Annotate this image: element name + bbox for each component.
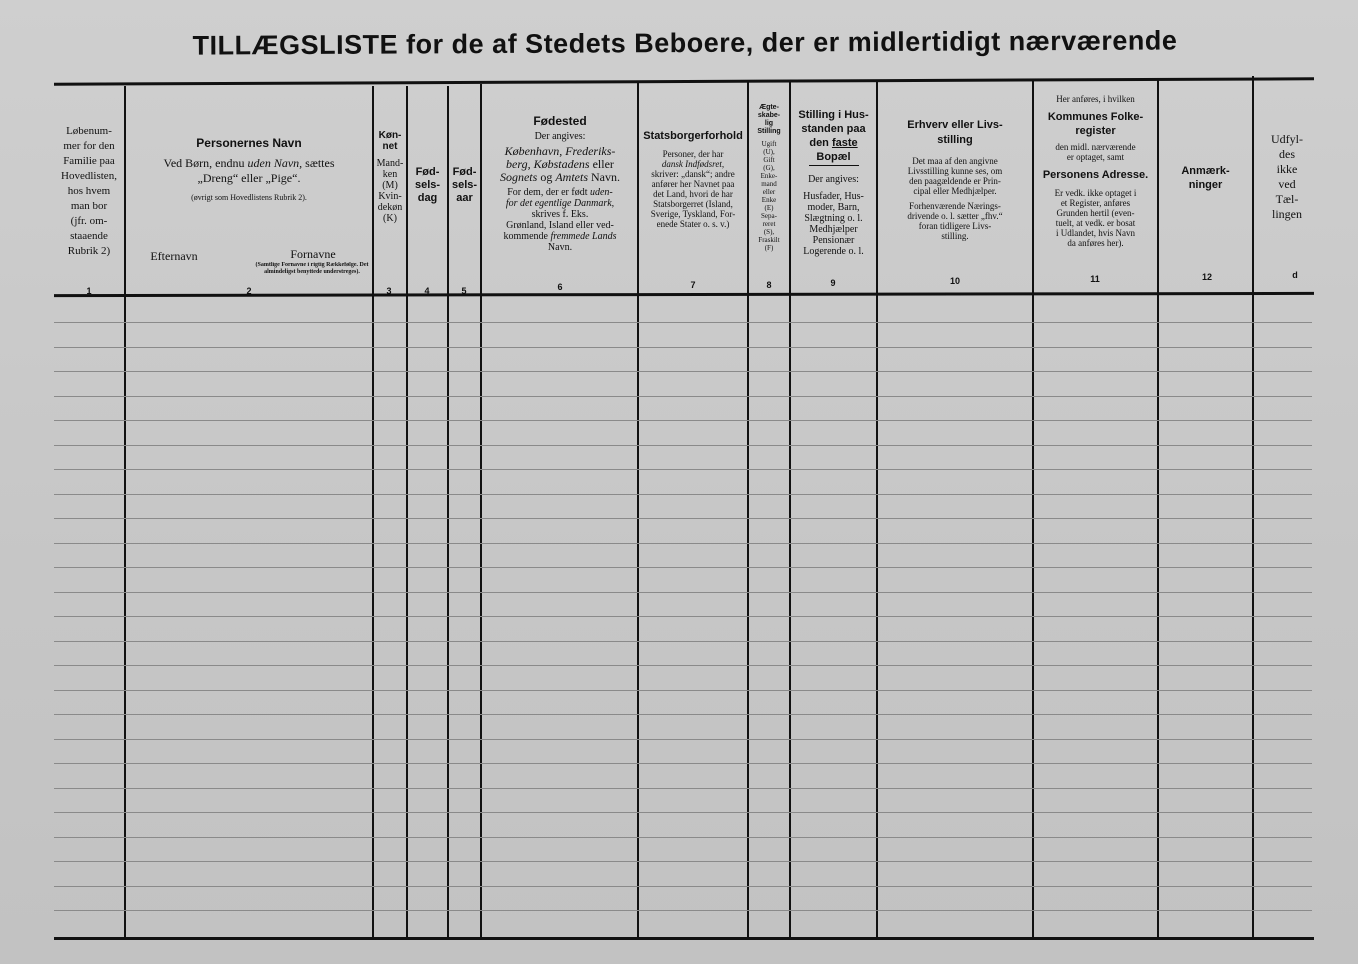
form-title: TILLÆGSLISTE for de af Stedets Beboere, der er midlertidigt nærværende <box>192 25 1178 61</box>
col-divider-11 <box>1157 78 1159 938</box>
col3-line: Mand- <box>376 158 404 169</box>
col9-sub: Der angives: <box>808 174 859 185</box>
col5-line: Fød- <box>452 166 477 178</box>
col4-line: sels- <box>414 179 441 191</box>
col6-it2b: eller <box>592 157 614 171</box>
col10-line: cipal eller Medhjælper. <box>913 186 997 196</box>
col9-heading2: Bopæl <box>816 151 851 163</box>
col8-line: (F) <box>764 244 774 252</box>
col9-heading: Stilling i Hus- <box>798 109 869 121</box>
col6-p2c: for det egentlige Danmark, <box>505 198 615 209</box>
entry-row-line <box>54 641 1312 642</box>
col12-header <box>1159 164 1252 192</box>
entry-row-line <box>54 518 1312 519</box>
entry-row-line <box>54 739 1312 740</box>
col10-line: den paagældende er Prin- <box>909 176 1001 186</box>
col3-line: (K) <box>383 213 397 224</box>
entry-row-line <box>54 616 1312 617</box>
col11-line: tuelt, at vedk. er bosat <box>1055 218 1136 228</box>
col12-heading: ninger <box>1188 179 1223 191</box>
col1-line: Løbenum- <box>66 125 112 137</box>
col8-line: Fraskilt <box>758 236 780 244</box>
entry-row-line <box>54 543 1312 544</box>
col10-line: Forhenværende Nærings- <box>909 201 1001 211</box>
col6-it3c: Amtets <box>555 170 588 184</box>
col7-heading: Statsborgerforhold <box>643 130 743 142</box>
col10-line: stilling. <box>941 231 969 241</box>
col9-line: Pensionær <box>812 235 855 246</box>
col2-heading: Personernes Navn <box>196 136 302 150</box>
col1-line: Rubrik 2) <box>67 245 111 257</box>
col3-line: dekøn <box>377 202 403 213</box>
col1-line: staaende <box>70 230 108 242</box>
col7-line: Personer, der har <box>662 149 724 159</box>
col5-line: sels- <box>451 179 478 191</box>
col9-heading-row <box>791 136 876 150</box>
col6-p2d: skrives f. Eks. <box>531 209 589 220</box>
col6-p2a: For dem, der er født <box>507 187 588 198</box>
col8-line: (S), <box>763 228 775 236</box>
col1-line: mer for den <box>63 140 115 152</box>
cold-line: lingen <box>1272 207 1302 221</box>
col-divider-12 <box>1252 76 1254 938</box>
col6-heading: Fødested <box>533 114 587 128</box>
col11-heading: Kommunes Folke- <box>1047 111 1144 123</box>
col6-number: 6 <box>557 282 563 292</box>
col11-line: Grunden hertil (even- <box>1056 208 1135 218</box>
col7-header <box>639 130 747 229</box>
col5-number: 5 <box>461 286 467 296</box>
col8-line: eller <box>762 188 776 196</box>
col5-line: aar <box>456 192 473 204</box>
entry-row-line <box>54 592 1312 593</box>
col3-heading: Køn- <box>378 130 402 141</box>
col7-line: det Land, hvori de har <box>653 189 733 199</box>
entry-row-line <box>54 396 1312 397</box>
col8-line: (E) <box>764 204 774 212</box>
entry-row-line <box>54 445 1312 446</box>
col11-line: da anføres her). <box>1067 238 1124 248</box>
col3-line: (M) <box>382 180 398 191</box>
col6-p3-row <box>484 231 636 242</box>
col9-line: Husfader, Hus- <box>803 191 864 202</box>
col2-sub2: „Dreng“ eller „Pige“. <box>197 171 301 185</box>
col9-line: moder, Barn, <box>807 202 860 213</box>
col6-sub: Der angives: <box>534 131 586 142</box>
col6-p3b: kommende <box>503 231 548 242</box>
col10-line: foran tidligere Livs- <box>918 221 992 231</box>
cold-number: d <box>1292 270 1298 280</box>
cold-line: Udfyl- <box>1271 132 1303 146</box>
col1-line: Familie paa <box>63 155 115 167</box>
col3-line: ken <box>382 169 398 180</box>
entry-row-line <box>54 910 1312 911</box>
col10-line: Det maa af den angivne <box>912 156 998 166</box>
entry-row-line <box>54 322 1312 323</box>
cold-line: ikke <box>1276 162 1298 176</box>
col2-header <box>128 136 370 203</box>
col1-line: Hovedlisten, <box>61 170 117 182</box>
col8-line: Enke- <box>760 172 778 180</box>
top-border-line <box>54 77 1314 85</box>
col8-line: Sepa- <box>761 212 777 220</box>
col4-line: Fød- <box>415 166 440 178</box>
col7-line: enede Stater o. s. v.) <box>656 219 730 229</box>
entry-row-line <box>54 714 1312 715</box>
col9-header <box>791 108 876 257</box>
col2-sub3: (øvrigt som Hovedlistens Rubrik 2). <box>191 193 307 202</box>
col-divider-3 <box>406 86 408 938</box>
entry-row-line <box>54 371 1312 372</box>
col8-heading: Stilling <box>757 128 781 135</box>
col2-sub1-it: uden Navn, <box>247 156 303 170</box>
col6-it3d: Navn. <box>591 170 620 184</box>
col3-line: Kvin- <box>378 191 402 202</box>
col-divider-4 <box>447 86 449 938</box>
col7-number: 7 <box>690 280 696 290</box>
entry-row-line <box>54 763 1312 764</box>
col2-sub1 <box>128 156 370 171</box>
col9-heading-underlined: faste <box>831 137 858 149</box>
col3-header <box>374 130 406 224</box>
entry-row-line <box>54 494 1312 495</box>
entry-row-line <box>54 861 1312 862</box>
col1-line: hos hvem <box>67 185 111 197</box>
col9-heading: den <box>809 137 829 149</box>
col6-p2b: uden- <box>589 187 613 198</box>
col9-line: Slægtning o. l. <box>804 213 863 224</box>
cold-line: ved <box>1278 177 1296 191</box>
col11-heading: register <box>1075 125 1116 137</box>
col8-line: Gift <box>763 156 775 164</box>
col7-line: Statsborgerret (Island, <box>653 199 733 209</box>
entry-row-line <box>54 420 1312 421</box>
col7-line: anfører her Navnet paa <box>651 179 735 189</box>
col11-mid: den midl. nærværende <box>1055 142 1136 152</box>
col2-note: (Samtlige Fornavne i rigtig Rækkefølge. Det almindeligst benyttede understreges). <box>255 262 369 275</box>
col1-line: man bor <box>70 200 108 212</box>
col7-line: Sverige, Tyskland, For- <box>650 209 736 219</box>
col6-header <box>484 114 636 253</box>
col10-heading: Erhverv eller Livs- <box>907 119 1003 131</box>
col12-heading: Anmærk- <box>1181 165 1230 177</box>
col6-p2-row <box>484 187 636 198</box>
cold-line: des <box>1279 147 1295 161</box>
entry-row-line <box>54 788 1312 789</box>
col2-number: 2 <box>246 286 252 296</box>
entry-row-line <box>54 690 1312 691</box>
col9-heading: standen paa <box>801 123 866 135</box>
col1-number: 1 <box>86 286 92 296</box>
col11-mid: er optaget, samt <box>1066 152 1125 162</box>
col8-line: reret <box>762 220 776 228</box>
col8-header <box>749 104 789 252</box>
col11-header <box>1034 94 1157 248</box>
col6-it3b: og <box>540 170 553 184</box>
col9-number: 9 <box>830 278 836 288</box>
entry-row-line <box>54 665 1312 666</box>
col7-line: dansk Indfødsret, <box>661 159 725 169</box>
col6-it2: berg, Købstadens <box>506 157 590 171</box>
col8-heading: lig <box>764 120 774 127</box>
col2-right-label: Fornavne <box>290 248 336 261</box>
col12-number: 12 <box>1201 272 1212 282</box>
col9-line: Logerende o. l. <box>803 246 864 257</box>
col2-left-label: Efternavn <box>150 250 198 263</box>
col6-it3: Sognets <box>499 170 538 184</box>
bottom-border-line <box>54 937 1314 940</box>
col4-line: dag <box>417 192 438 204</box>
entry-row-line <box>54 469 1312 470</box>
col8-heading: Ægte- <box>759 104 779 111</box>
col2-sub1-b: sættes <box>305 156 335 170</box>
col-divider-1 <box>124 86 126 938</box>
col7-line: skriver: „dansk“; andre <box>651 169 735 179</box>
col5-header <box>449 166 480 205</box>
col10-header <box>878 118 1032 241</box>
cold-header <box>1256 132 1318 222</box>
entry-row-line <box>54 567 1312 568</box>
entry-row-line <box>54 812 1312 813</box>
col-divider-5 <box>480 84 482 938</box>
col10-line: drivende o. l. sætter „fhv.“ <box>907 211 1003 221</box>
col8-line: mand <box>761 180 777 188</box>
col8-heading: skabe- <box>757 112 781 119</box>
col3-heading: net <box>382 141 398 152</box>
col11-number: 11 <box>1090 274 1100 284</box>
col11-heading2: Personens Adresse. <box>1042 169 1149 181</box>
col6-p3c: fremmede Lands <box>550 231 617 242</box>
col6-it3-row <box>484 171 636 184</box>
col4-header <box>408 166 447 205</box>
col6-it1: København, Frederiks- <box>504 144 616 158</box>
col8-number: 8 <box>766 280 772 290</box>
col11-top: Her anføres, i hvilken <box>1056 94 1135 104</box>
col8-line: (U), <box>763 148 775 156</box>
col10-number: 10 <box>949 276 960 286</box>
col3-number: 3 <box>386 286 392 296</box>
col4-number: 4 <box>424 286 430 296</box>
col8-line: Ugift <box>761 140 777 148</box>
col6-p3d: Navn. <box>547 242 573 253</box>
col11-line: i Udlandet, hvis Navn <box>1056 228 1135 238</box>
col6-p3a: Grønland, Island eller ved- <box>506 220 614 231</box>
col11-line: Er vedk. ikke optaget i <box>1054 188 1137 198</box>
col1-header <box>54 124 124 259</box>
cold-line: Tæl- <box>1275 192 1299 206</box>
col2-sub1-a: Ved Børn, endnu <box>163 156 245 170</box>
entry-row-line <box>54 886 1312 887</box>
col11-line: et Register, anføres <box>1060 198 1131 208</box>
col9-line: Medhjælper <box>809 224 858 235</box>
col8-line: (G), <box>763 164 775 172</box>
col10-line: Livsstilling kunne ses, om <box>907 166 1003 176</box>
col10-heading: stilling <box>937 134 973 146</box>
col1-line: (jfr. om- <box>70 215 108 227</box>
entry-row-line <box>54 347 1312 348</box>
entry-row-line <box>54 837 1312 838</box>
col8-line: Enke <box>761 196 777 204</box>
